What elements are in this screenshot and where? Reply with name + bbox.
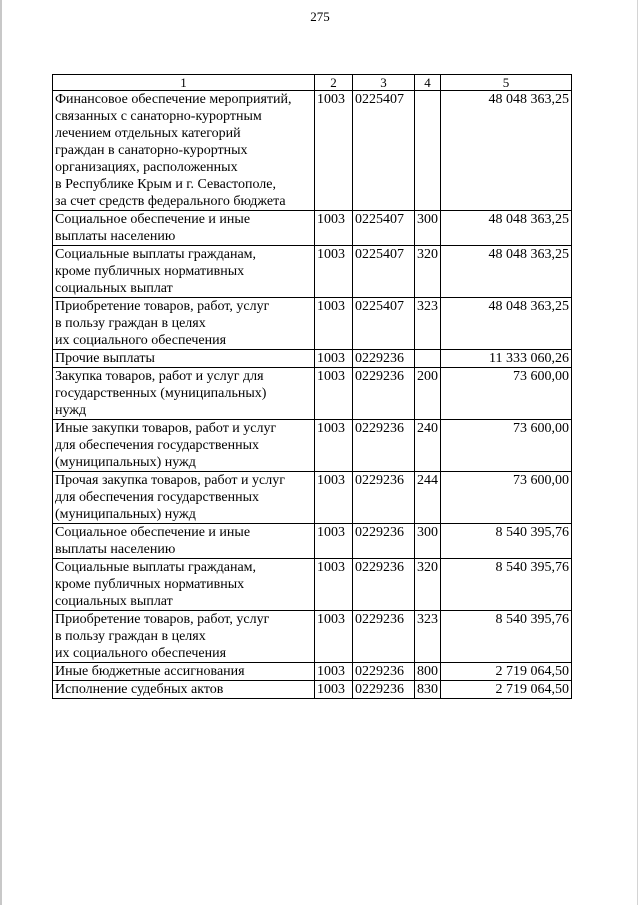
row-expense-type-cell: 830 [415, 681, 441, 699]
row-target-article-cell: 0225407 [353, 298, 415, 350]
table-row [53, 559, 572, 611]
row-target-article-cell: 0229236 [353, 472, 415, 524]
row-expense-type-cell: 300 [415, 524, 441, 559]
row-expense-type-cell: 240 [415, 420, 441, 472]
row-amount-cell: 73 600,00 [441, 420, 572, 472]
row-section-cell: 1003 [315, 663, 353, 681]
row-expense-type-cell [415, 350, 441, 368]
row-section-cell: 1003 [315, 211, 353, 246]
row-target-article-cell: 0229236 [353, 350, 415, 368]
row-section-cell: 1003 [315, 350, 353, 368]
table-body [53, 91, 572, 699]
row-name-cell: Социальное обеспечение и иные выплаты населению [53, 524, 315, 559]
row-section-cell: 1003 [315, 681, 353, 699]
row-target-article-cell: 0229236 [353, 524, 415, 559]
row-expense-type-cell: 320 [415, 246, 441, 298]
page-number: 275 [310, 9, 330, 24]
row-name-cell: Приобретение товаров, работ, услуг в пользу граждан в целях их социального обеспечения [53, 611, 315, 663]
row-expense-type-cell: 320 [415, 559, 441, 611]
table-row [53, 420, 572, 472]
table-row [53, 524, 572, 559]
row-section-cell: 1003 [315, 298, 353, 350]
row-name-cell: Прочая закупка товаров, работ и услуг для обеспечения государственных (муниципальных) нужд [53, 472, 315, 524]
row-target-article-cell: 0229236 [353, 559, 415, 611]
table-row [53, 663, 572, 681]
budget-table-container [52, 74, 572, 699]
row-amount-cell: 2 719 064,50 [441, 663, 572, 681]
row-expense-type-cell: 323 [415, 611, 441, 663]
row-name-cell: Приобретение товаров, работ, услуг в пользу граждан в целях их социального обеспечения [53, 298, 315, 350]
row-amount-cell: 8 540 395,76 [441, 524, 572, 559]
row-name-cell: Прочие выплаты [53, 350, 315, 368]
row-amount-cell: 11 333 060,26 [441, 350, 572, 368]
row-amount-cell: 73 600,00 [441, 368, 572, 420]
row-amount-cell: 48 048 363,25 [441, 298, 572, 350]
row-amount-cell: 2 719 064,50 [441, 681, 572, 699]
table-header-row [53, 75, 572, 91]
row-target-article-cell: 0229236 [353, 420, 415, 472]
row-expense-type-cell: 300 [415, 211, 441, 246]
row-target-article-cell: 0225407 [353, 91, 415, 211]
scan-edge-left [0, 0, 2, 905]
table-row [53, 246, 572, 298]
table-row [53, 350, 572, 368]
row-amount-cell: 48 048 363,25 [441, 211, 572, 246]
table-row [53, 211, 572, 246]
row-expense-type-cell: 200 [415, 368, 441, 420]
row-section-cell: 1003 [315, 246, 353, 298]
table-row [53, 368, 572, 420]
row-name-cell: Социальное обеспечение и иные выплаты населению [53, 211, 315, 246]
row-amount-cell: 73 600,00 [441, 472, 572, 524]
row-expense-type-cell: 800 [415, 663, 441, 681]
row-amount-cell: 8 540 395,76 [441, 559, 572, 611]
row-name-cell: Социальные выплаты гражданам, кроме публичных нормативных социальных выплат [53, 559, 315, 611]
row-section-cell: 1003 [315, 611, 353, 663]
table-row [53, 681, 572, 699]
table-row [53, 91, 572, 211]
table-row [53, 472, 572, 524]
row-section-cell: 1003 [315, 524, 353, 559]
row-name-cell: Финансовое обеспечение мероприятий, связанных с санаторно-курортным лечением отдельных категорий граждан в санаторно-курортных организациях, расположенных в Республике Крым и г. Севастополе, за счет средств федерального бюджета [53, 91, 315, 211]
row-expense-type-cell: 244 [415, 472, 441, 524]
row-section-cell: 1003 [315, 420, 353, 472]
row-name-cell: Иные бюджетные ассигнования [53, 663, 315, 681]
row-target-article-cell: 0229236 [353, 611, 415, 663]
scan-edge-right [637, 0, 638, 905]
row-target-article-cell: 0225407 [353, 246, 415, 298]
row-target-article-cell: 0225407 [353, 211, 415, 246]
column-header: 4 [415, 75, 441, 91]
row-name-cell: Исполнение судебных актов [53, 681, 315, 699]
budget-table [52, 74, 572, 699]
row-target-article-cell: 0229236 [353, 368, 415, 420]
row-section-cell: 1003 [315, 368, 353, 420]
row-section-cell: 1003 [315, 472, 353, 524]
row-name-cell: Социальные выплаты гражданам, кроме публичных нормативных социальных выплат [53, 246, 315, 298]
row-name-cell: Закупка товаров, работ и услуг для государственных (муниципальных) нужд [53, 368, 315, 420]
row-amount-cell: 48 048 363,25 [441, 246, 572, 298]
row-target-article-cell: 0229236 [353, 681, 415, 699]
row-name-cell: Иные закупки товаров, работ и услуг для обеспечения государственных (муниципальных) нужд [53, 420, 315, 472]
table-row [53, 298, 572, 350]
row-amount-cell: 8 540 395,76 [441, 611, 572, 663]
row-expense-type-cell [415, 91, 441, 211]
row-section-cell: 1003 [315, 559, 353, 611]
row-section-cell: 1003 [315, 91, 353, 211]
column-header: 3 [353, 75, 415, 91]
column-header: 5 [441, 75, 572, 91]
column-header: 1 [53, 75, 315, 91]
row-expense-type-cell: 323 [415, 298, 441, 350]
row-amount-cell: 48 048 363,25 [441, 91, 572, 211]
row-target-article-cell: 0229236 [353, 663, 415, 681]
column-header: 2 [315, 75, 353, 91]
table-row [53, 611, 572, 663]
